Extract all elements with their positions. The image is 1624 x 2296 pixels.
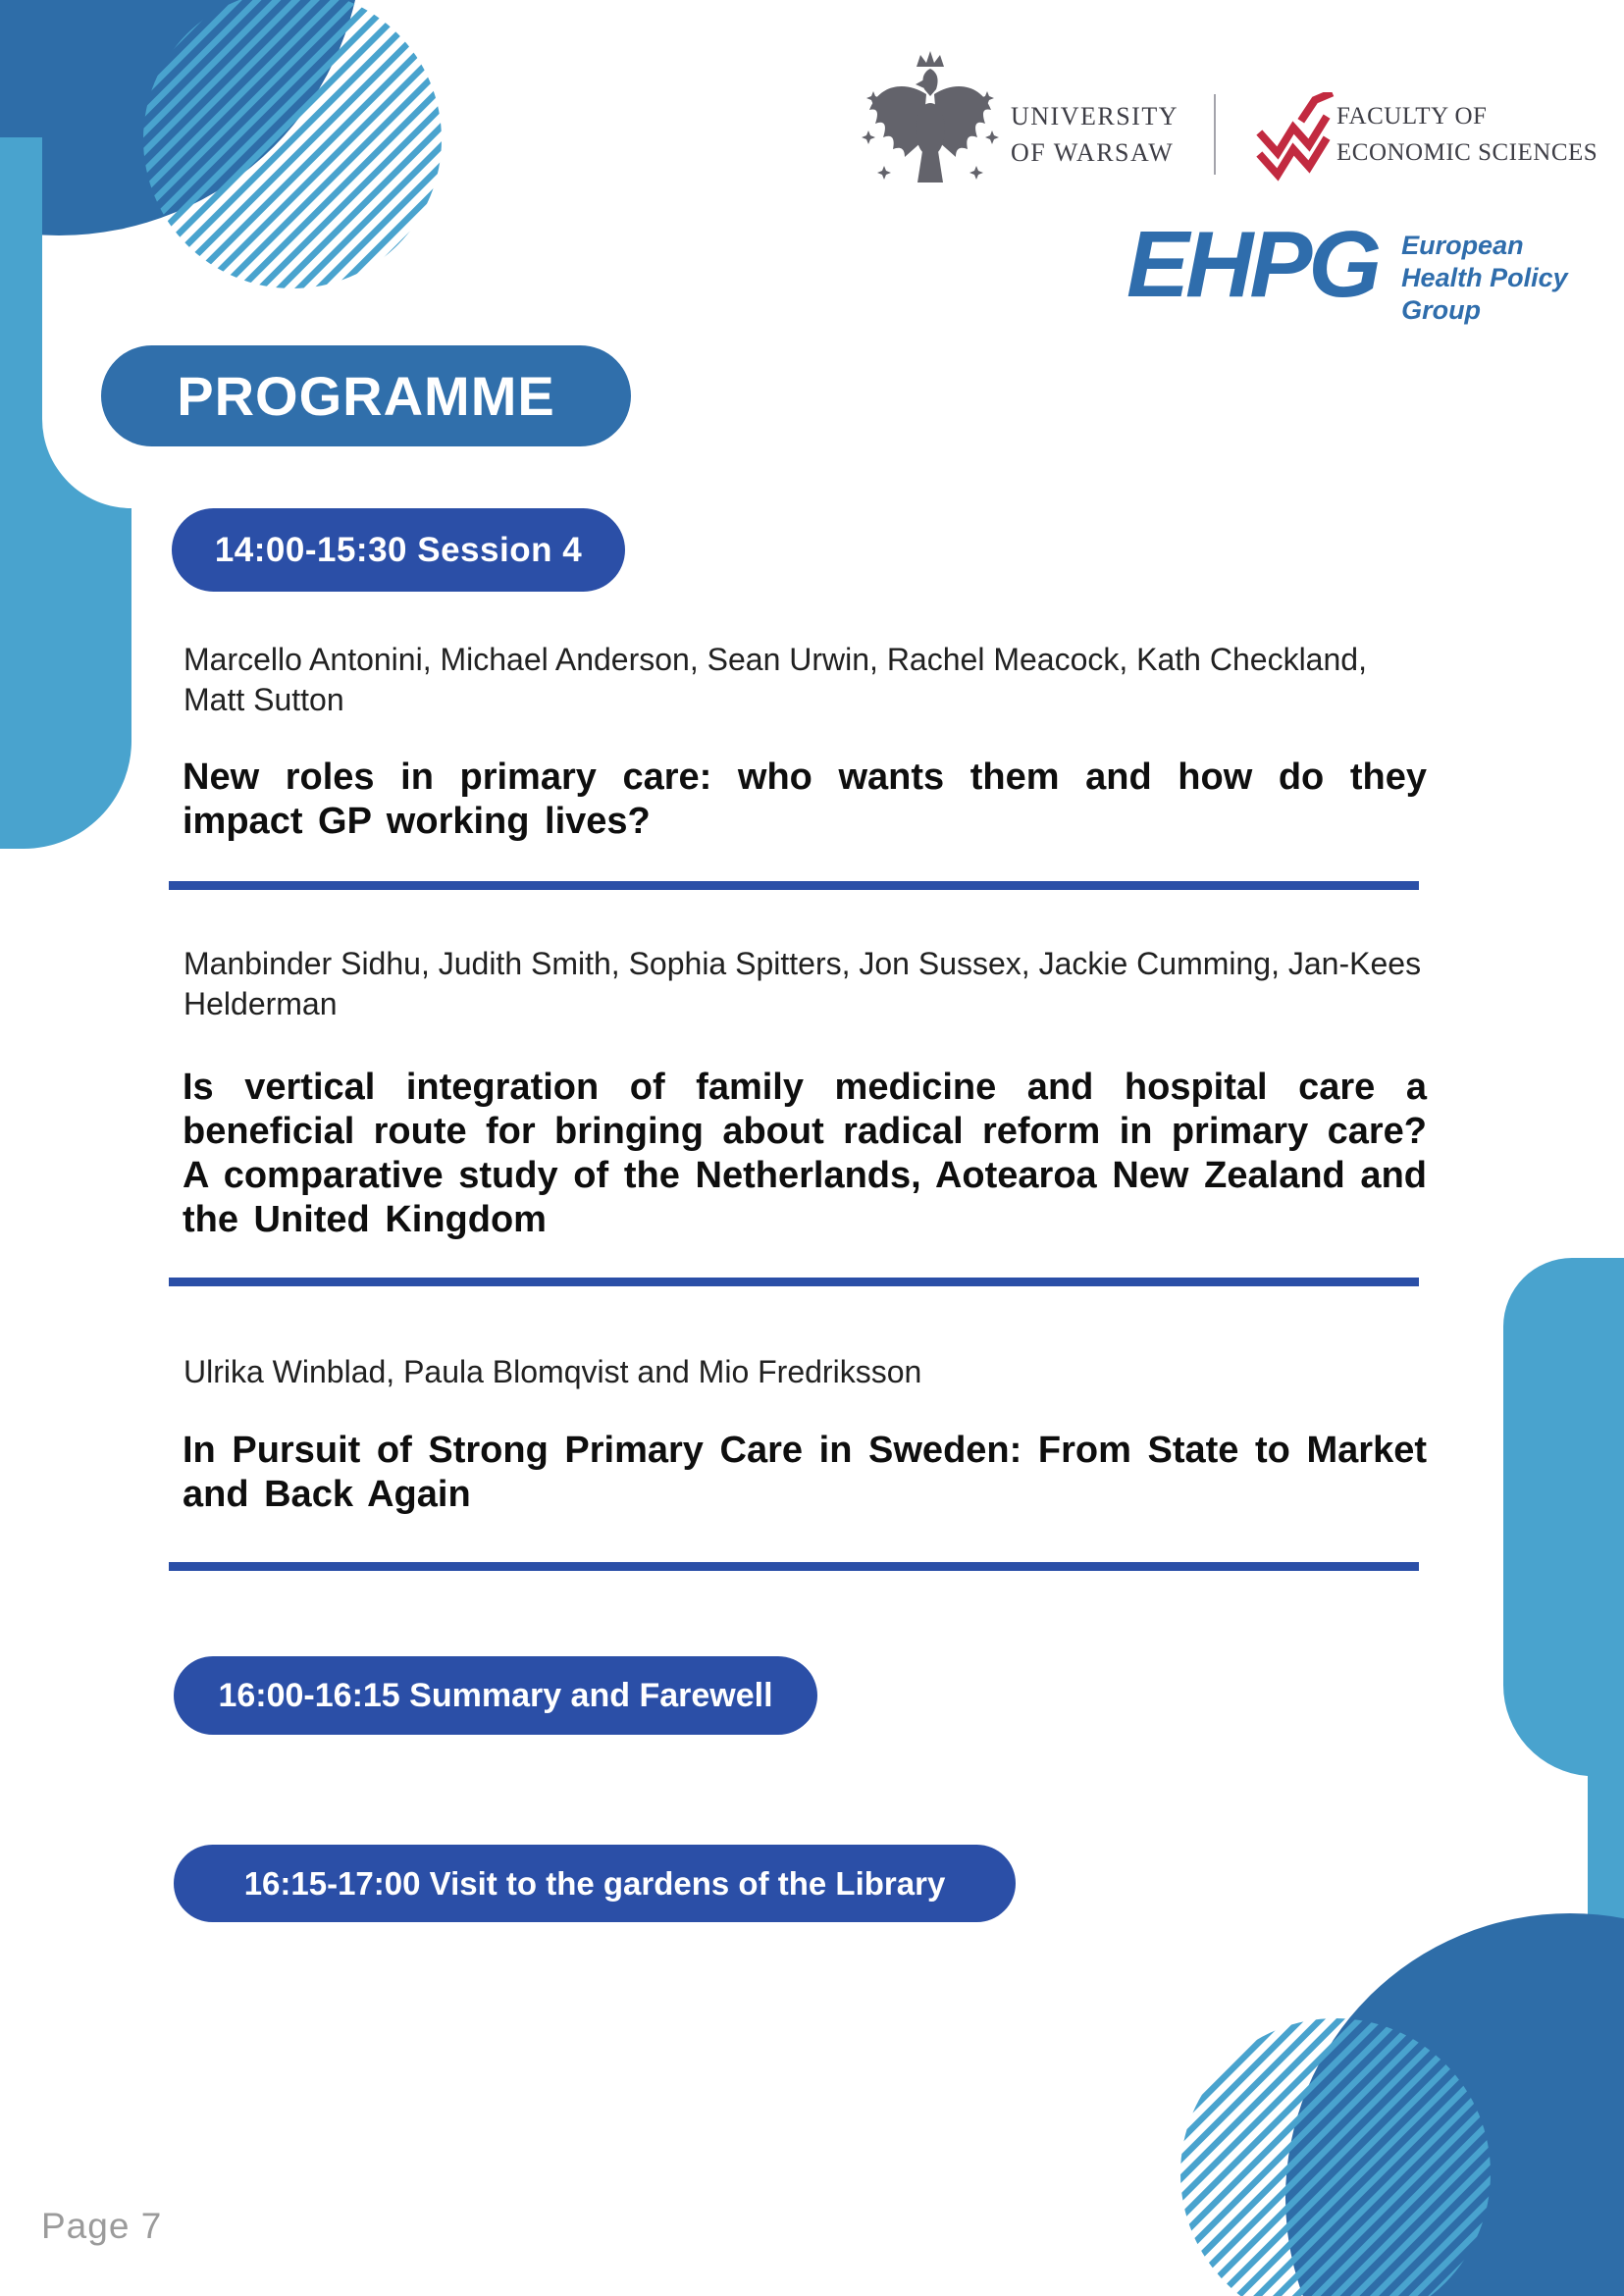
ehpg-tagline-line2: Health Policy [1401, 263, 1568, 292]
faculty-zigzag-icon [1256, 92, 1335, 183]
presentation-title: Is vertical integration of family medicine and hospital care a beneficial route for bringing about radical reform in primary care? A comparative study of the Netherlands, Aotearoa New Zealand and the United Kingdom [183, 1067, 1427, 1240]
event-badge-garden-visit: 16:15-17:00 Visit to the gardens of the Library [174, 1845, 1016, 1922]
ehpg-acronym: EHPG [1126, 212, 1379, 317]
university-name [1011, 98, 1179, 171]
university-eagle-icon [862, 47, 999, 194]
event-badge-summary-farewell: 16:00-16:15 Summary and Farewell [174, 1656, 817, 1735]
university-name-line1: UNIVERSITY [1011, 102, 1179, 130]
page-number: Page 7 [41, 2206, 163, 2246]
presentation-authors: Ulrika Winblad, Paula Blomqvist and Mio Fredriksson [183, 1354, 922, 1389]
presentation-authors: Marcello Antonini, Michael Anderson, Sean Urwin, Rachel Meacock, Kath Checkland, Matt Sutton [183, 642, 1367, 717]
dark-circle-shape [1285, 1913, 1624, 2296]
faculty-name-line2: ECONOMIC SCIENCES [1336, 139, 1598, 166]
ehpg-tagline-line3: Group [1401, 295, 1482, 325]
section-divider [169, 881, 1419, 890]
right-bar-shape [1503, 1258, 1624, 2296]
ehpg-tagline [1401, 230, 1568, 327]
faculty-name [1336, 98, 1598, 171]
decoration-top-left-circles [0, 0, 471, 324]
university-name-line2: OF WARSAW [1011, 138, 1175, 167]
presentation-title: In Pursuit of Strong Primary Care in Sweden: From State to Market and Back Again [183, 1430, 1427, 1515]
section-divider [169, 1562, 1419, 1571]
presentation-authors: Manbinder Sidhu, Judith Smith, Sophia Spitters, Jon Sussex, Jackie Cumming, Jan-Kees Helderman [183, 946, 1422, 1021]
decoration-left-shape [0, 137, 137, 863]
left-bar-shape [0, 137, 131, 849]
ehpg-tagline-line1: European [1401, 231, 1524, 260]
dark-circle-shape [0, 0, 363, 235]
session-time-badge: 14:00-15:30 Session 4 [172, 508, 625, 592]
ehpg-logo [1126, 212, 1568, 327]
section-divider [169, 1278, 1419, 1286]
presentation-title: New roles in primary care: who wants them and how do they impact GP working lives? [183, 757, 1427, 842]
striped-circle-shape [143, 0, 442, 288]
programme-heading-badge: PROGRAMME [101, 345, 631, 446]
striped-circle-shape [1180, 2018, 1491, 2296]
logo-divider [1214, 94, 1216, 175]
faculty-name-line1: FACULTY OF [1336, 103, 1488, 130]
